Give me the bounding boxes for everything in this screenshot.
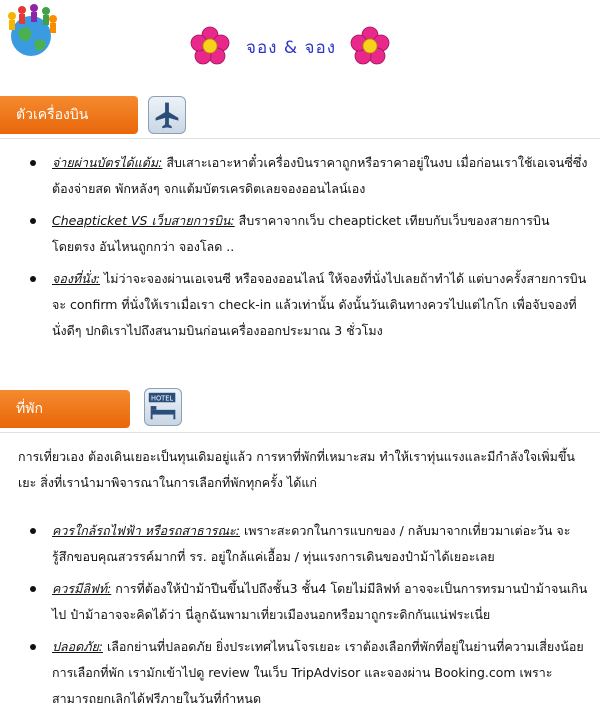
page-title: จอง & จอง: [245, 38, 336, 58]
list-item: [28, 518, 588, 570]
kids-globe-logo: [4, 2, 58, 60]
divider: [0, 432, 600, 433]
flight-tips-list: [28, 150, 588, 350]
flower-icon: [350, 26, 390, 66]
list-item-text: ไม่ว่าจะจองผ่านเอเจนซี หรือจองออนไลน์ ให้จองที่นั่งไปเลยถ้าทำได้ แต่บางครั้งสายการบินจะ confirm ที่นั่งให้เราเมื่อเรา check-in แล้วเท่านั้น ดังนั้นวันเดินทางควรไปแต่ไกโก เพื่อจับจองที่นั่งดีๆ ปกติเราไปถึงสนามบินก่อนเครื่องออกประมาณ 3 ชั่วโมง: [52, 271, 587, 338]
divider: [0, 138, 600, 139]
hotel-tips-list: [28, 518, 588, 718]
list-item-text: สืบราคาจากเว็บ cheapticket เทียบกับเว็บของสายการบินโดยตรง อันไหนถูกกว่า จองโลด ..: [52, 213, 550, 254]
hotel-icon-label: HOTEL: [150, 394, 174, 403]
list-item-lead: Cheapticket VS เว็บสายการบิน:: [52, 213, 235, 228]
hotel-section-heading: ที่พัก: [0, 390, 130, 428]
list-item-lead: ควรใกล้รถไฟฟ้า หรือรถสาธารณะ:: [52, 523, 240, 538]
list-item: [28, 576, 588, 628]
list-item: [28, 150, 588, 202]
list-item: [28, 634, 588, 712]
list-item-lead: จองที่นั่ง:: [52, 271, 101, 286]
list-item-text: เพราะสะดวกในการแบกของ / กลับมาจากเที่ยวมาเต่อะวัน จะรู้สึกขอบคุณสวรรค์มากที่ รร. อยู่ใกล้แค่เอื้อม / ทุ่นแรงการเดินของป๋าม้าได้เยอะเลย: [52, 523, 571, 564]
list-item: [28, 266, 588, 344]
list-item: [28, 208, 588, 260]
hotel-intro: การเที่ยวเอง ต้องเดินเยอะเป็นทุนเดิมอยู่แล้ว การหาที่พักที่เหมาะสม ทำให้เราทุ่นแรงและมีกำลังใจเพิ่มขึ้นเยะ สิ่งที่เรานำมาพิจารณาในการเลือกที่พักทุกครั้ง ได้แก่: [18, 449, 575, 490]
list-item-lead: จ่ายผ่านบัตรได้แต้ม:: [52, 155, 163, 170]
flower-icon: [190, 26, 230, 66]
hotel-bed-icon: [144, 388, 182, 426]
list-item-lead: ปลอดภัย:: [52, 639, 103, 654]
list-item-text: เลือกย่านที่ปลอดภัย ยิ่งประเทศไหนโจรเยอะ เราต้องเลือกที่พักที่อยู่ในย่านที่ความเสี่ยงน้อย การเลือกที่พัก เรามักเข้าไปดู review ในเว็บ TripAdvisor และจองผ่าน Booking.com เพราะสามารถยกเลิกได้ฟรีภายในวันที่กำหนด: [52, 639, 584, 706]
flight-section-heading: ตัวเครื่องบิน: [0, 96, 138, 134]
list-item-text: สืบเสาะเอาะหาตั๋วเครื่องบินราคาถูกหรือราคาอยู่ในงบ เมื่อก่อนเราใช้เอเจนซี่ซึ่งต้องจ่ายสด พักหลังๆ จกแต้มบัตรเครดิตเลยจองออนไลน์เอง: [52, 155, 588, 196]
list-item-text: การที่ต้องให้ป๋าม้าปีนขึ้นไปถึงชั้น3 ชั้น4 โดยไม่มีลิฟท์ อาจจะเป็นการทรมานป๋าม้าจนเกินไป ป๋าม้าอาจจะคิดได้ว่า นี่ลูกฉันพามาเที่ยวเมืองนอกหรือมาถูกระดิกกันแน่ฟระเนี่ย: [52, 581, 588, 622]
airplane-icon: [148, 96, 186, 134]
list-item-lead: ควรมีลิฟท์:: [52, 581, 112, 596]
page-title-row: [190, 26, 390, 70]
